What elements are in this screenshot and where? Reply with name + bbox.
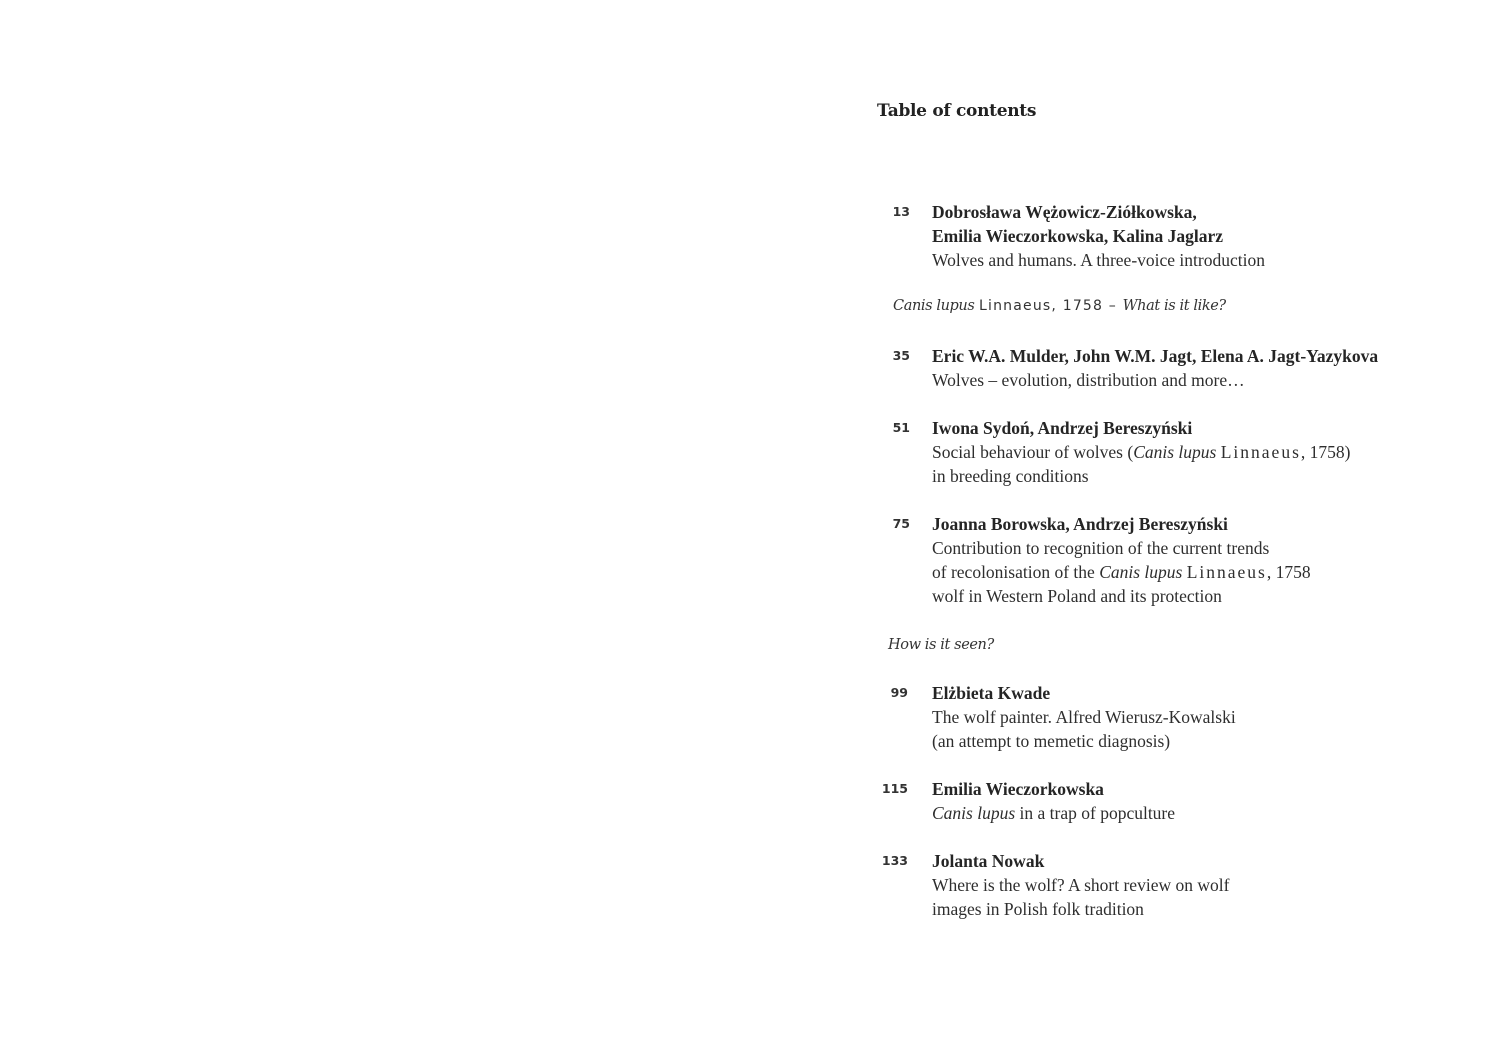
entry-text	[932, 200, 1265, 272]
section-question: How is it seen?	[888, 637, 994, 653]
page-number: 13	[892, 204, 910, 219]
entry-author: Eric W.A. Mulder, John W.M. Jagt, Elena A. Jagt-Yazykova	[932, 346, 1379, 366]
entry-title	[932, 560, 1311, 584]
entry-title: wolf in Western Poland and its protection	[932, 586, 1222, 606]
authority-name: Linnaeus	[1220, 442, 1301, 462]
section-question: What is it like?	[1122, 298, 1226, 314]
page-number: 51	[892, 420, 910, 435]
page-number: 99	[890, 685, 908, 700]
title-part: , 1758	[1266, 562, 1311, 582]
title-part: of recolonisation of the	[932, 562, 1100, 582]
page-number: 115	[881, 781, 908, 796]
title-part: in a trap of popculture	[1015, 803, 1176, 823]
section-authority: Linnaeus	[979, 298, 1052, 314]
title-part: , 1758)	[1300, 442, 1351, 462]
entry-author: Elżbieta Kwade	[932, 683, 1051, 703]
entry-title: in breeding conditions	[932, 466, 1089, 486]
species-name: Canis lupus	[1099, 562, 1183, 582]
entry-author: Dobrosława Wężowicz-Ziółkowska,	[932, 202, 1197, 222]
entry-text	[932, 416, 1350, 488]
title-part: Social behaviour of wolves (	[932, 442, 1134, 462]
page-number: 35	[892, 348, 910, 363]
page-number: 75	[892, 516, 910, 531]
right-page	[750, 0, 1500, 1052]
entry-author: Emilia Wieczorkowska	[932, 779, 1104, 799]
section-year: , 1758 –	[1051, 298, 1123, 314]
entry-title: (an attempt to memetic diagnosis)	[932, 731, 1171, 751]
entry-text	[932, 681, 1236, 753]
entry-author: Joanna Borowska, Andrzej Bereszyński	[932, 514, 1228, 534]
species-name: Canis lupus	[932, 803, 1016, 823]
entry-title: Wolves and humans. A three-voice introduction	[932, 250, 1265, 270]
species-name: Canis lupus	[1133, 442, 1217, 462]
section-heading	[893, 296, 1226, 316]
entry-title	[932, 801, 1175, 825]
entry-title: The wolf painter. Alfred Wierusz-Kowalski	[932, 707, 1236, 727]
entry-title: Wolves – evolution, distribution and more…	[932, 370, 1245, 390]
entry-text	[932, 777, 1175, 825]
entry-author: Iwona Sydoń, Andrzej Bereszyński	[932, 418, 1193, 438]
entry-title: Contribution to recognition of the current trends	[932, 538, 1270, 558]
entry-title	[932, 440, 1350, 464]
entry-title: Where is the wolf? A short review on wolf	[932, 875, 1230, 895]
page-number: 133	[881, 853, 908, 868]
entry-text	[932, 512, 1311, 608]
entry-author: Jolanta Nowak	[932, 851, 1045, 871]
page-title: Table of contents	[877, 101, 1037, 121]
entry-text	[932, 849, 1229, 921]
section-heading	[888, 635, 994, 655]
entry-text	[932, 344, 1378, 392]
section-species: Canis lupus	[893, 298, 975, 314]
entry-author: Emilia Wieczorkowska, Kalina Jaglarz	[932, 226, 1224, 246]
entry-title: images in Polish folk tradition	[932, 899, 1144, 919]
authority-name: Linnaeus	[1186, 562, 1267, 582]
